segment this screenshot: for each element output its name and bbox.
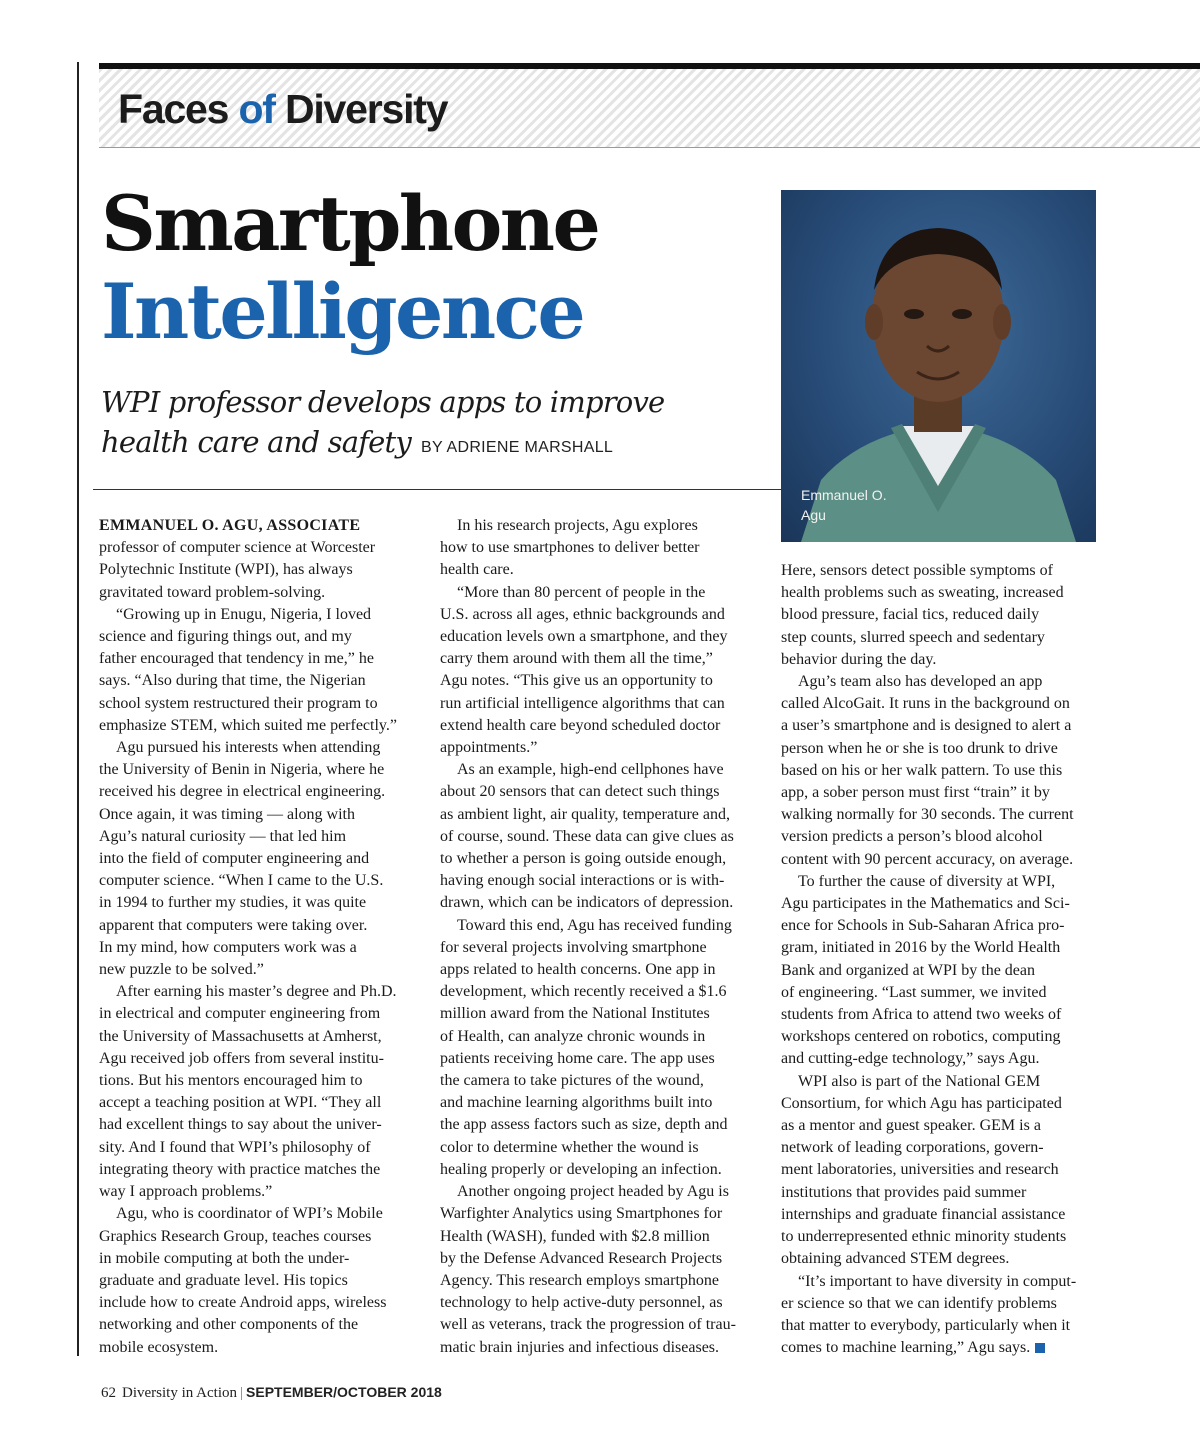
section-title [118,86,447,132]
paragraph: Another ongoing project headed by Agu is Warfighter Analytics using Smartphones for Health (WASH), funded with $2.8 million by the Defense Advanced Research Projects Agency. This research employs smartphone technology to help active-duty personnel, as well as veterans, track the progression of trau- matic brain injuries and infectious diseases. [440,1183,736,1356]
end-mark-icon [1035,1343,1045,1353]
deck-line-2 [101,422,664,468]
paragraph: “More than 80 percent of people in the U.S. across all ages, ethnic backgrounds and education levels own a smartphone, and they carry them around with them all the time,” Agu notes. “This give us an opportunity to run artificial intelligence algorithms that can extend health care beyond scheduled doctor appointments.” [440,583,728,757]
paragraph: To further the cause of diversity at WPI, Agu participates in the Mathematics and Sci- ence for Schools in Sub-Saharan Africa pro- gram, initiated in 2016 by the World Health Bank and organized at WPI by the dean of engineering. “Last summer, we invited students from Africa to attend two weeks of workshops centered on robotics, computing and cutting-edge technology,” says Agu. [781,872,1070,1068]
section-banner [99,69,1200,148]
article-column-1 [99,515,429,1359]
article-headline [101,180,598,356]
photo-caption: Emmanuel O. Agu [801,487,887,523]
paragraph [781,1271,1111,1360]
section-title-accent: of [238,86,275,132]
headline-line-2: Intelligence [101,267,584,356]
paragraph-text: “It’s important to have diversity in comput- er science so that we can identify problems that matter to everybody, particularly when it comes to machine learning,” Agu says. [781,1272,1077,1357]
portrait-photo [781,190,1096,542]
deck-line-2-text: health care and safety [101,425,411,459]
section-title-post: Diversity [274,86,448,132]
publication-name: Diversity in Action [122,1385,237,1401]
deck-line-1: WPI professor develops apps to improve [101,385,665,419]
headline-line-1: Smartphone [101,179,599,268]
section-title-pre: Faces [118,86,239,132]
paragraph: As an example, high-end cellphones have about 20 sensors that can detect such things as ambient light, air quality, temperature and, of course, sound. These data can give clues as to whether a person is going outside enough, having enough social interactions or is with- drawn, which can be indicators of depression. [440,761,734,912]
page-number: 62 [101,1385,116,1401]
paragraph-text: professor of computer science at Worcester Polytechnic Institute (WPI), has always gravitated toward problem-solving. [99,539,376,601]
footer-separator: | [240,1385,244,1401]
article-column-3 [781,560,1111,1359]
issue-date: SEPTEMBER/OCTOBER 2018 [246,1384,442,1400]
paragraph: After earning his master’s degree and Ph.D. in electrical and computer engineering from the University of Massachusetts at Amherst, Agu received job offers from several institu- tions. But his mentors encouraged him to accept a teaching position at WPI. “They all had excellent things to say about the univer- sity. And I found that WPI’s philosophy of integrating theory with practice matches the way I approach problems.” [99,983,397,1201]
byline: BY ADRIENE MARSHALL [420,439,614,456]
lead-in: EMMANUEL O. AGU, ASSOCIATE [99,517,361,534]
page-footer [101,1384,442,1402]
paragraph: Agu pursued his interests when attending the University of Benin in Nigeria, where he received his degree in electrical engineering. Once again, it was timing — along with Agu’s natural curiosity — that led him into the field of computer engineering and computer science. “When I came to the U.S. in 1994 to further my studies, it was quite apparent that computers were taking over. In my mind, how computers work was a new puzzle to be solved.” [99,739,386,979]
article-column-2 [440,515,770,1359]
paragraph: Agu, who is coordinator of WPI’s Mobile Graphics Research Group, teaches courses in mobile computing at both the under- graduate and graduate level. His topics include how to create Android apps, wireless networking and other components of the mobile ecosystem. [99,1205,387,1356]
paragraph: “Growing up in Enugu, Nigeria, I loved science and figuring things out, and my father encouraged that tendency in me,” he says. “Also during that time, the Nigerian school system restructured their program to emphasize STEM, which suited me perfectly.” [99,605,397,734]
article-deck [101,382,664,468]
paragraph: WPI also is part of the National GEM Consortium, for which Agu has participated as a mentor and guest speaker. GEM is a network of leading corporations, govern- ment laboratories, universities and research institutions that provides paid summer internships and graduate financial assistance to underrepresented ethnic minority students obtaining advanced STEM degrees. [781,1072,1067,1268]
paragraph: In his research projects, Agu explores how to use smartphones to deliver better health care. [440,517,700,579]
paragraph: Toward this end, Agu has received funding for several projects involving smartphone apps related to health concerns. One app in development, which recently received a $1.6 million award from the National Institutes of Health, can analyze chronic wounds in patients receiving home care. The app uses the camera to take pictures of the wound, and machine learning algorithms built into the app assess factors such as size, depth and color to determine whether the wound is healing properly or developing an infection. [440,916,732,1178]
paragraph [99,515,429,604]
paragraph: Agu’s team also has developed an app called AlcoGait. It runs in the background on a user’s smartphone and is designed to alert a person when he or she is too drunk to drive based on his or her walk pattern. To use this app, a sober person must first “train” it by walking normally for 30 seconds. The current version predicts a person’s blood alcohol content with 90 percent accuracy, on average. [781,673,1074,868]
divider-rule [93,489,783,490]
left-margin-rule [77,62,79,1356]
paragraph: Here, sensors detect possible symptoms of health problems such as sweating, increased blood pressure, facial tics, reduced daily step counts, slurred speech and sedentary behavior during the day. [781,562,1064,668]
